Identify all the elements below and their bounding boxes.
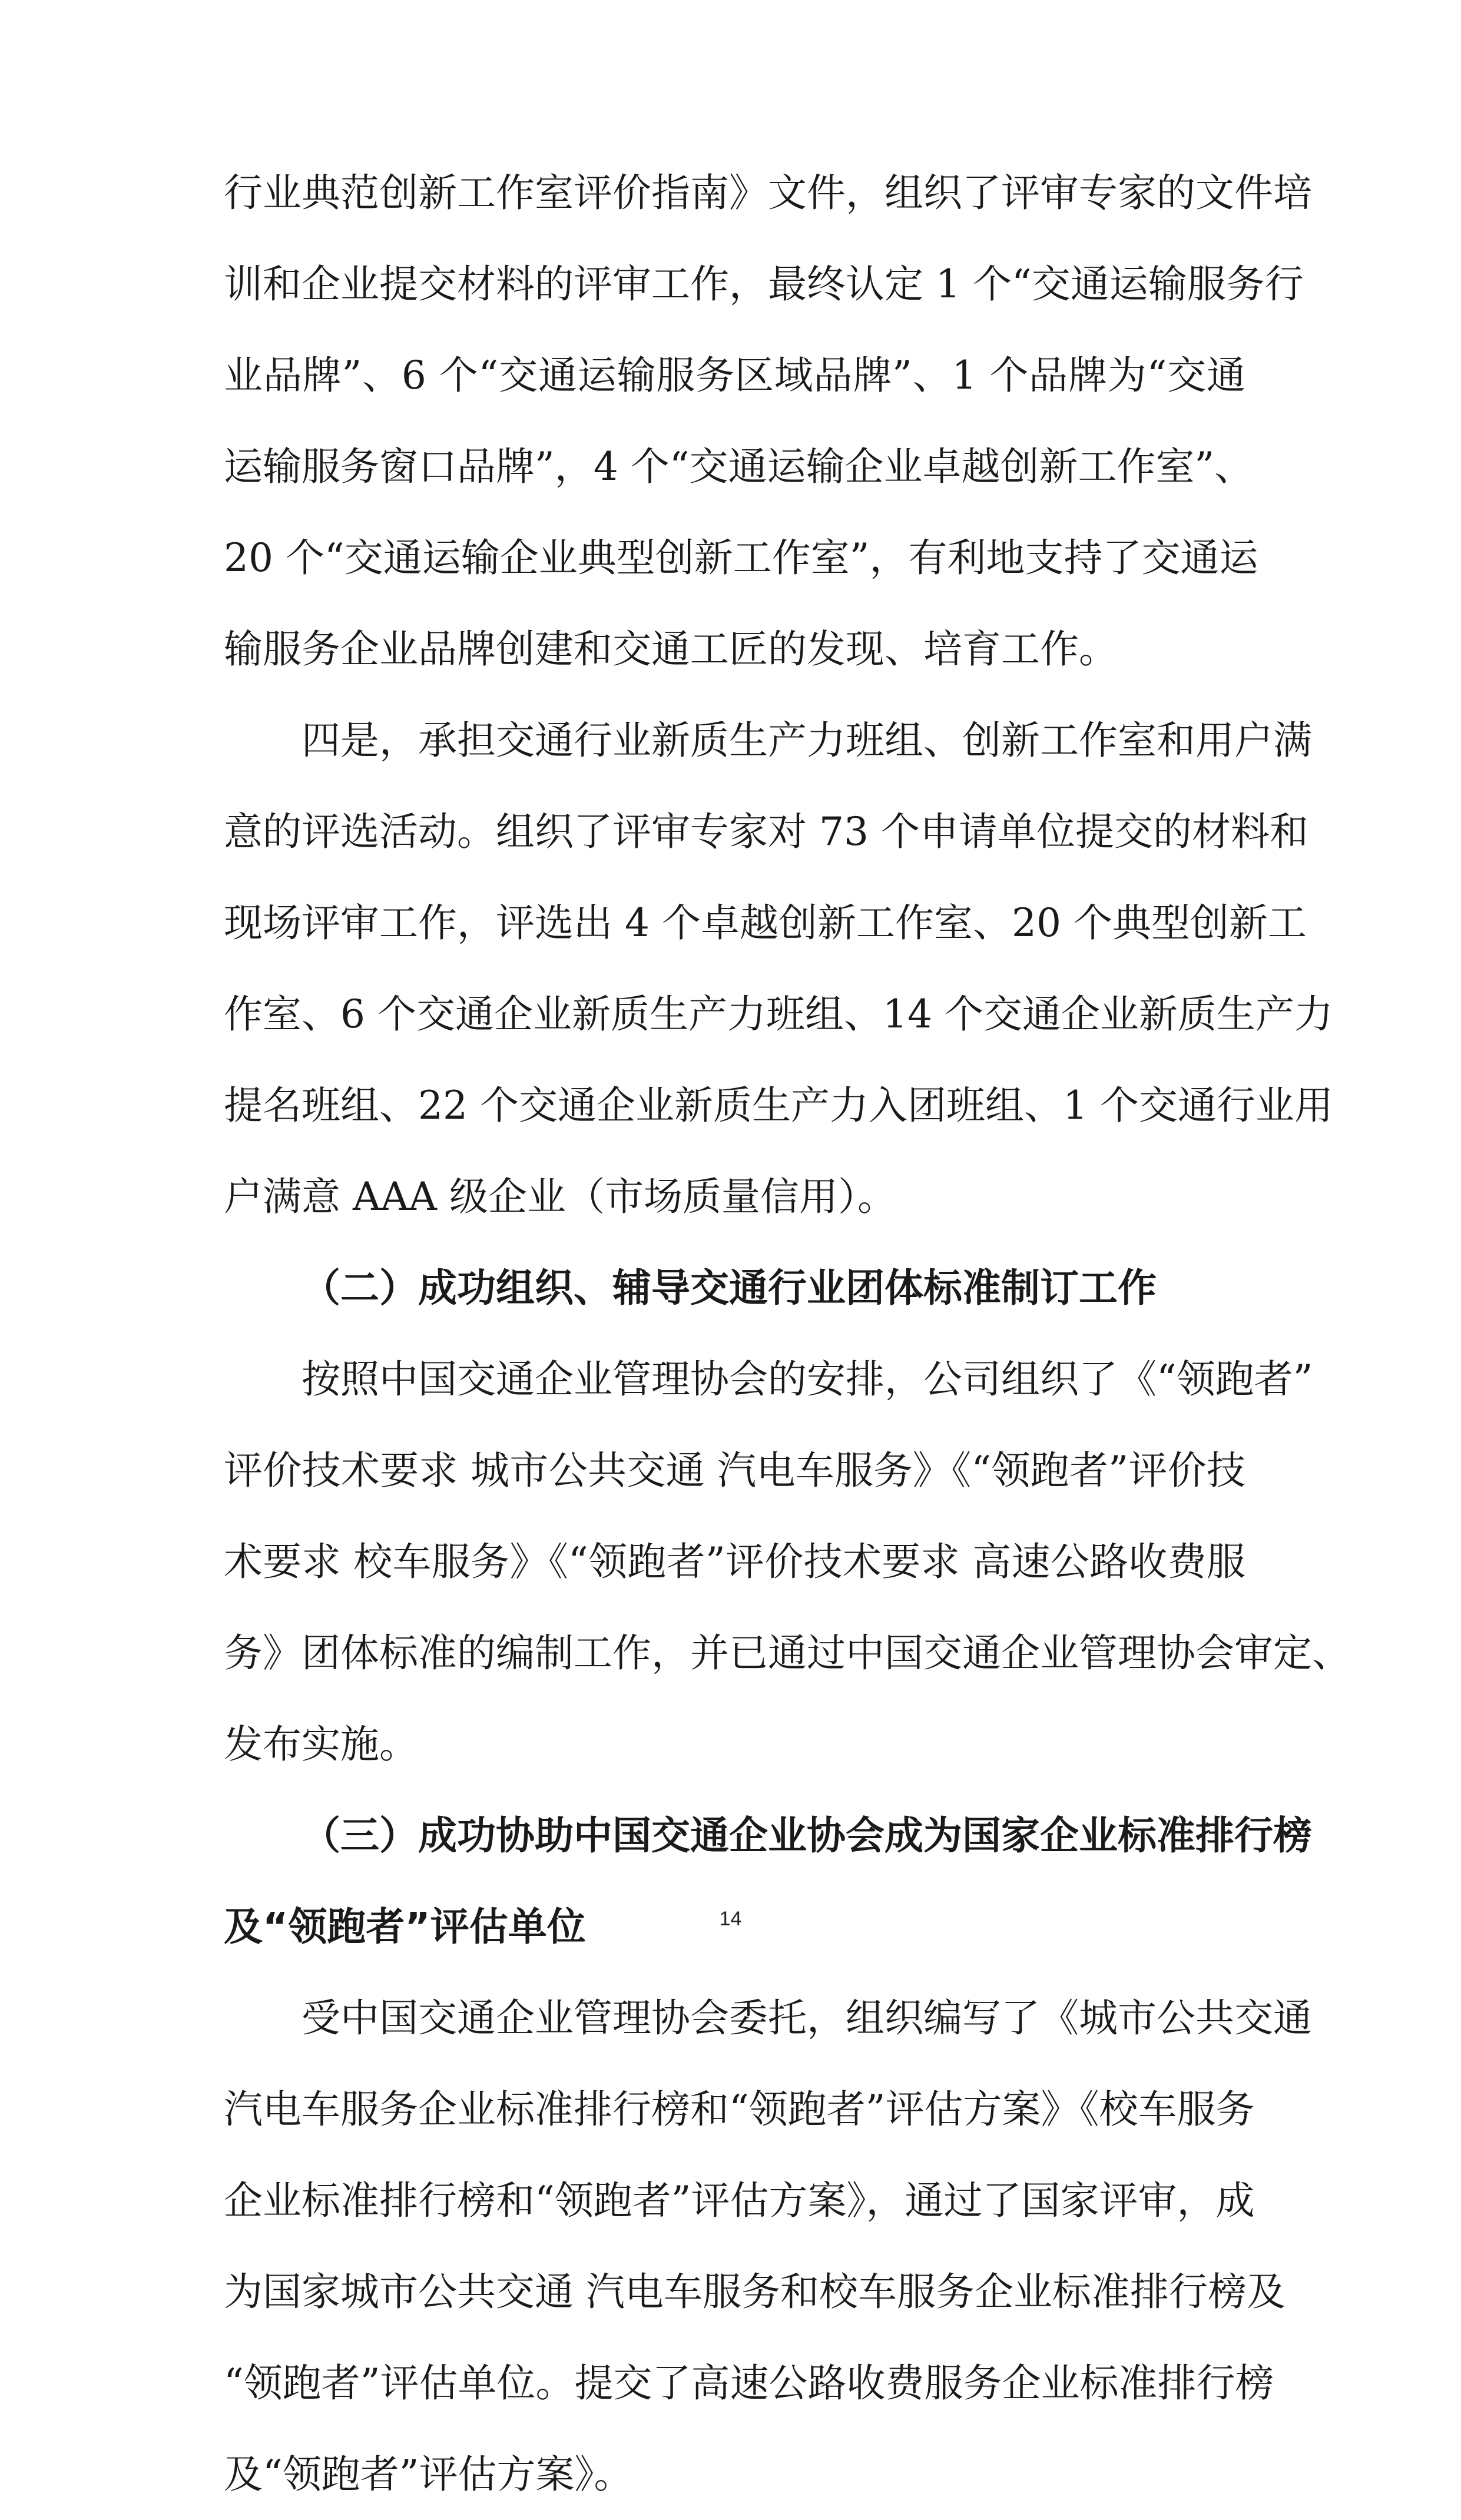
paragraph-start-line: 四是，承担交通行业新质生产力班组、创新工作室和用户满	[302, 718, 1312, 763]
text-line: 现场评审工作，评选出 4 个卓越创新工作室、20 个典型创新工	[224, 900, 1307, 946]
section-heading-3-cont: 及“领跑者”评估单位	[224, 1904, 586, 1949]
text-line: 行业典范创新工作室评价指南》文件，组织了评审专家的文件培	[224, 170, 1312, 215]
text-line: 企业标准排行榜和“领跑者”评估方案》，通过了国家评审，成	[224, 2178, 1255, 2223]
text-line: 发布实施。	[224, 1722, 418, 1767]
text-line: 意的评选活动。组织了评审专家对 73 个申请单位提交的材料和	[224, 809, 1308, 854]
text-line: 20 个“交通运输企业典型创新工作室”，有利地支持了交通运	[224, 535, 1258, 581]
body-text	[224, 147, 1351, 2520]
paragraph-start-line: 受中国交通企业管理协会委托，组织编写了《城市公共交通	[302, 1995, 1312, 2041]
text-line: 提名班组、22 个交通企业新质生产力入团班组、1 个交通行业用	[224, 1083, 1333, 1128]
page-number: 14	[719, 1908, 742, 1930]
text-line: 汽电车服务企业标准排行榜和“领跑者”评估方案》《校车服务	[224, 2087, 1255, 2132]
text-line: 户满意 AAA 级企业（市场质量信用）。	[224, 1174, 896, 1219]
text-line: 训和企业提交材料的评审工作，最终认定 1 个“交通运输服务行	[224, 261, 1304, 307]
text-line: 作室、6 个交通企业新质生产力班组、14 个交通企业新质生产力	[224, 992, 1333, 1037]
text-line: 评价技术要求 城市公共交通 汽电车服务》《“领跑者”评价技	[224, 1448, 1245, 1493]
text-line: 输服务企业品牌创建和交通工匠的发现、培育工作。	[224, 626, 1118, 672]
text-line: 运输服务窗口品牌”，4 个“交通运输企业卓越创新工作室”、	[224, 444, 1254, 489]
section-heading-2: （二）成功组织、辅导交通行业团体标准制订工作	[302, 1265, 1157, 1311]
section-heading-3: （三）成功协助中国交通企业协会成为国家企业标准排行榜	[302, 1813, 1312, 1858]
text-line: 为国家城市公共交通 汽电车服务和校车服务企业标准排行榜及	[224, 2269, 1286, 2315]
text-line: “领跑者”评估单位。提交了高速公路收费服务企业标准排行榜	[224, 2360, 1274, 2406]
paragraph-start-line: 按照中国交通企业管理协会的安排，公司组织了《“领跑者”	[302, 1357, 1313, 1402]
text-line: 及“领跑者”评估方案》。	[224, 2452, 633, 2497]
text-line: 术要求 校车服务》《“领跑者”评价技术要求 高速公路收费服	[224, 1539, 1245, 1584]
text-line: 务》团体标准的编制工作，并已通过中国交通企业管理协会审定、	[224, 1630, 1351, 1676]
text-line: 业品牌”、6 个“交通运输服务区域品牌”、1 个品牌为“交通	[224, 353, 1245, 398]
